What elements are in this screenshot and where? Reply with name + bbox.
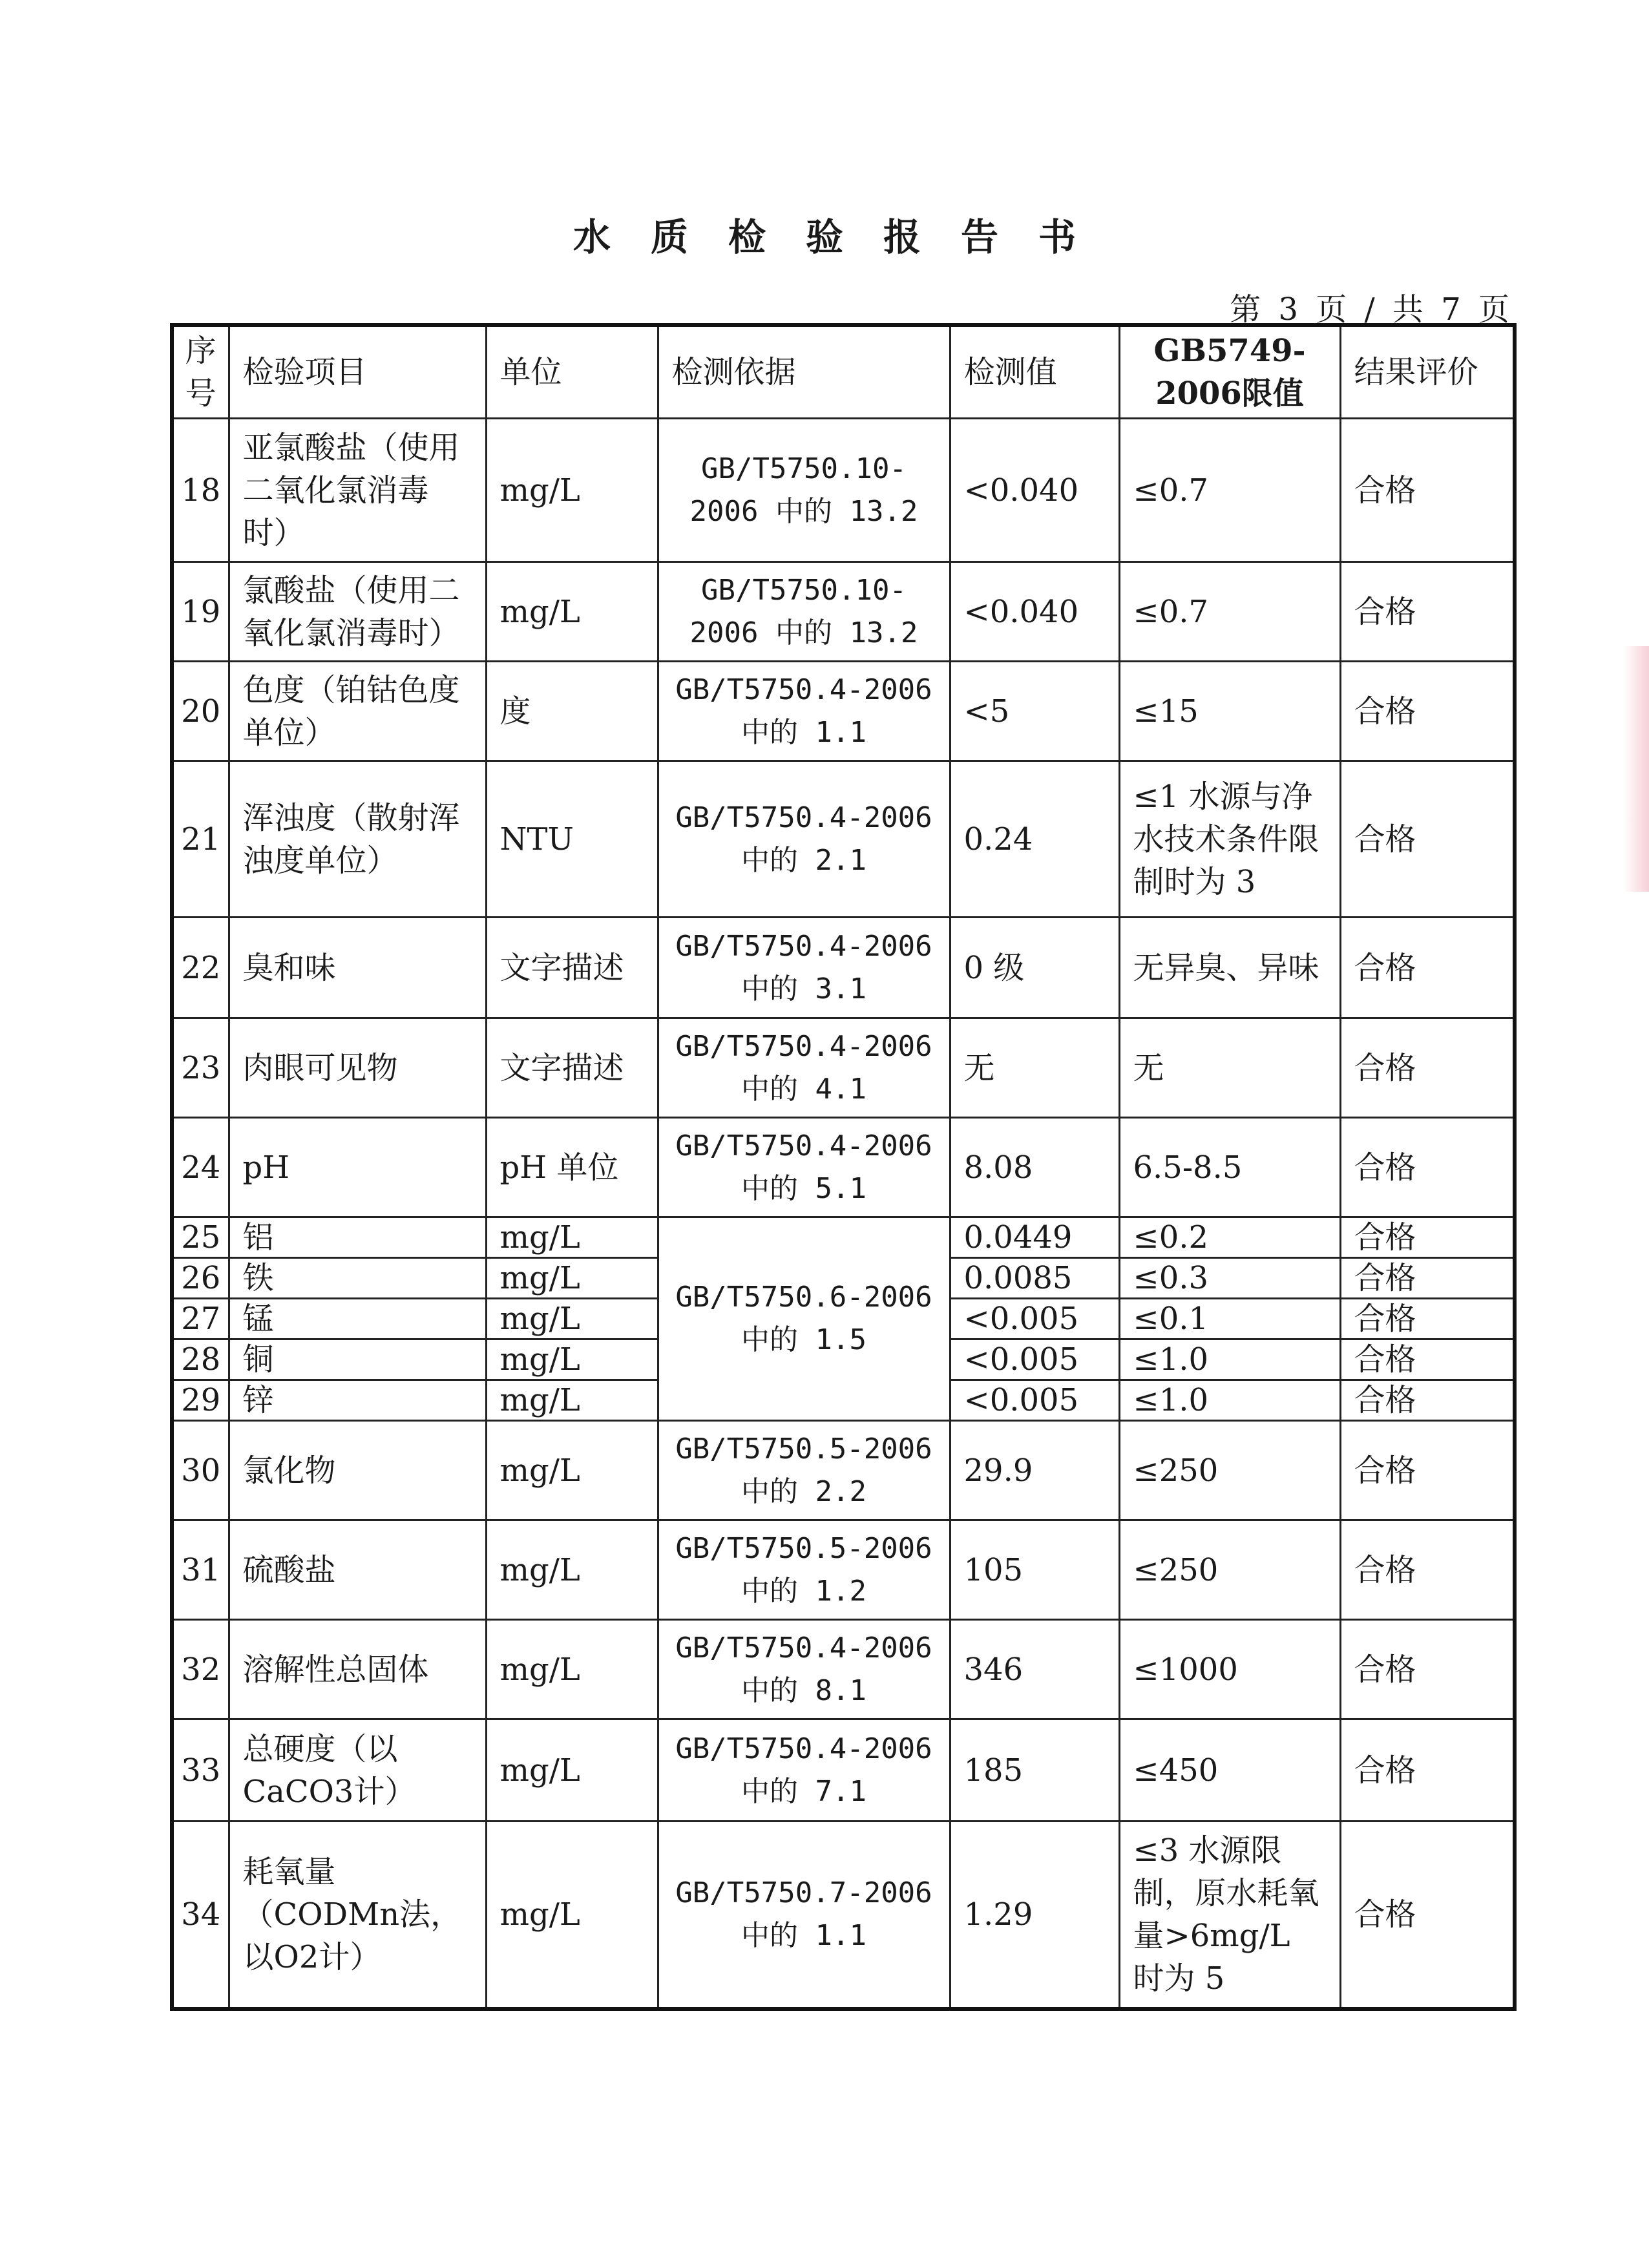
- cell-unit: mg/L: [486, 1258, 658, 1299]
- table-row: [172, 1520, 1515, 1620]
- cell-unit: mg/L: [486, 1380, 658, 1421]
- cell-result: 合格: [1340, 1018, 1515, 1118]
- cell-basis: GB/T5750.4-2006 中的 2.1: [658, 761, 950, 918]
- cell-limit: ≤1000: [1119, 1620, 1340, 1719]
- cell-item: 肉眼可见物: [229, 1018, 486, 1118]
- table-row: [172, 1018, 1515, 1118]
- cell-seq: 30: [172, 1421, 229, 1520]
- cell-limit: ≤0.3: [1119, 1258, 1340, 1299]
- cell-basis: GB/T5750.4-2006 中的 3.1: [658, 918, 950, 1018]
- cell-limit: ≤0.7: [1119, 562, 1340, 662]
- table-header-row: [172, 325, 1515, 419]
- header-limit: GB5749-2006限值: [1119, 325, 1340, 419]
- cell-result: 合格: [1340, 562, 1515, 662]
- cell-value: 105: [950, 1520, 1119, 1620]
- cell-limit: ≤1 水源与净水技术条件限制时为 3: [1119, 761, 1340, 918]
- cell-seq: 33: [172, 1719, 229, 1822]
- header-seq: 序号: [172, 325, 229, 419]
- cell-value: 0.0085: [950, 1258, 1119, 1299]
- cell-value: 0.0449: [950, 1217, 1119, 1258]
- cell-item: 铝: [229, 1217, 486, 1258]
- cell-value: 346: [950, 1620, 1119, 1719]
- header-unit: 单位: [486, 325, 658, 419]
- cell-limit: 6.5-8.5: [1119, 1118, 1340, 1217]
- cell-item: 亚氯酸盐（使用二氧化氯消毒时）: [229, 419, 486, 562]
- cell-basis: GB/T5750.4-2006 中的 8.1: [658, 1620, 950, 1719]
- cell-result: 合格: [1340, 1719, 1515, 1822]
- cell-value: 29.9: [950, 1421, 1119, 1520]
- cell-item: 氯化物: [229, 1421, 486, 1520]
- cell-result: 合格: [1340, 1520, 1515, 1620]
- cell-result: 合格: [1340, 419, 1515, 562]
- cell-limit: ≤250: [1119, 1520, 1340, 1620]
- cell-result: 合格: [1340, 918, 1515, 1018]
- cell-seq: 22: [172, 918, 229, 1018]
- cell-limit: ≤450: [1119, 1719, 1340, 1822]
- cell-value: 185: [950, 1719, 1119, 1822]
- cell-result: 合格: [1340, 761, 1515, 918]
- cell-limit: ≤15: [1119, 662, 1340, 761]
- cell-limit: ≤0.1: [1119, 1299, 1340, 1339]
- cell-item: 铜: [229, 1339, 486, 1380]
- cell-seq: 24: [172, 1118, 229, 1217]
- cell-basis: GB/T5750.4-2006 中的 5.1: [658, 1118, 950, 1217]
- cell-value: <0.040: [950, 562, 1119, 662]
- cell-unit: NTU: [486, 761, 658, 918]
- cell-seq: 27: [172, 1299, 229, 1339]
- header-basis: 检测依据: [658, 325, 950, 419]
- cell-seq: 20: [172, 662, 229, 761]
- cell-seq: 28: [172, 1339, 229, 1380]
- cell-unit: mg/L: [486, 1520, 658, 1620]
- table-row: [172, 562, 1515, 662]
- cell-seq: 34: [172, 1822, 229, 2009]
- cell-unit: 文字描述: [486, 1018, 658, 1118]
- cell-seq: 26: [172, 1258, 229, 1299]
- cell-item: 臭和味: [229, 918, 486, 1018]
- cell-limit: ≤0.7: [1119, 419, 1340, 562]
- cell-value: 0.24: [950, 761, 1119, 918]
- cell-result: 合格: [1340, 662, 1515, 761]
- cell-result: 合格: [1340, 1258, 1515, 1299]
- cell-seq: 32: [172, 1620, 229, 1719]
- cell-item: 溶解性总固体: [229, 1620, 486, 1719]
- cell-limit: ≤1.0: [1119, 1380, 1340, 1421]
- cell-seq: 19: [172, 562, 229, 662]
- cell-result: 合格: [1340, 1339, 1515, 1380]
- cell-basis: GB/T5750.5-2006 中的 1.2: [658, 1520, 950, 1620]
- cell-seq: 31: [172, 1520, 229, 1620]
- cell-result: 合格: [1340, 1118, 1515, 1217]
- table-row: [172, 662, 1515, 761]
- cell-value: 1.29: [950, 1822, 1119, 2009]
- cell-seq: 23: [172, 1018, 229, 1118]
- report-title: 水质检验报告书: [572, 215, 1116, 259]
- cell-seq: 21: [172, 761, 229, 918]
- cell-item: 铁: [229, 1258, 486, 1299]
- cell-value: <0.005: [950, 1339, 1119, 1380]
- cell-basis: GB/T5750.4-2006 中的 1.1: [658, 662, 950, 761]
- cell-basis: GB/T5750.10-2006 中的 13.2: [658, 419, 950, 562]
- cell-result: 合格: [1340, 1620, 1515, 1719]
- cell-seq: 18: [172, 419, 229, 562]
- cell-limit: ≤1.0: [1119, 1339, 1340, 1380]
- cell-unit: mg/L: [486, 419, 658, 562]
- cell-item: 色度（铂钴色度单位）: [229, 662, 486, 761]
- table-row: [172, 1620, 1515, 1719]
- results-table: [170, 323, 1517, 2011]
- cell-item: 氯酸盐（使用二氧化氯消毒时）: [229, 562, 486, 662]
- cell-unit: mg/L: [486, 1217, 658, 1258]
- cell-limit: ≤0.2: [1119, 1217, 1340, 1258]
- cell-result: 合格: [1340, 1299, 1515, 1339]
- table-row: [172, 1217, 1515, 1258]
- cell-unit: mg/L: [486, 1421, 658, 1520]
- cell-result: 合格: [1340, 1421, 1515, 1520]
- cell-unit: mg/L: [486, 1339, 658, 1380]
- cell-value: <0.005: [950, 1380, 1119, 1421]
- cell-value: 8.08: [950, 1118, 1119, 1217]
- cell-limit: ≤250: [1119, 1421, 1340, 1520]
- seal-edge-mark: [1623, 646, 1649, 892]
- cell-result: 合格: [1340, 1822, 1515, 2009]
- cell-item: 硫酸盐: [229, 1520, 486, 1620]
- cell-basis: GB/T5750.10-2006 中的 13.2: [658, 562, 950, 662]
- cell-basis: GB/T5750.7-2006 中的 1.1: [658, 1822, 950, 2009]
- cell-basis: GB/T5750.4-2006 中的 7.1: [658, 1719, 950, 1822]
- header-result: 结果评价: [1340, 325, 1515, 419]
- cell-limit: ≤3 水源限制，原水耗氧量>6mg/L 时为 5: [1119, 1822, 1340, 2009]
- cell-basis-merged: GB/T5750.6-2006 中的 1.5: [658, 1217, 950, 1421]
- cell-value: 无: [950, 1018, 1119, 1118]
- cell-result: 合格: [1340, 1217, 1515, 1258]
- cell-unit: pH 单位: [486, 1118, 658, 1217]
- cell-value: <0.005: [950, 1299, 1119, 1339]
- cell-unit: 文字描述: [486, 918, 658, 1018]
- cell-item: 浑浊度（散射浑浊度单位）: [229, 761, 486, 918]
- cell-seq: 25: [172, 1217, 229, 1258]
- cell-item: pH: [229, 1118, 486, 1217]
- cell-item: 总硬度（以CaCO3计）: [229, 1719, 486, 1822]
- cell-basis: GB/T5750.4-2006 中的 4.1: [658, 1018, 950, 1118]
- cell-limit: 无异臭、异味: [1119, 918, 1340, 1018]
- cell-item: 锰: [229, 1299, 486, 1339]
- cell-result: 合格: [1340, 1380, 1515, 1421]
- cell-value: 0 级: [950, 918, 1119, 1018]
- cell-unit: mg/L: [486, 1822, 658, 2009]
- page-indicator: 第 3 页 / 共 7 页: [1230, 291, 1513, 328]
- table-row: [172, 419, 1515, 562]
- table-row: [172, 918, 1515, 1018]
- cell-item: 耗氧量（CODMn法，以O2计）: [229, 1822, 486, 2009]
- header-value: 检测值: [950, 325, 1119, 419]
- table-row: [172, 1822, 1515, 2009]
- header-item: 检验项目: [229, 325, 486, 419]
- cell-unit: 度: [486, 662, 658, 761]
- cell-limit: 无: [1119, 1018, 1340, 1118]
- table-row: [172, 1118, 1515, 1217]
- cell-value: <0.040: [950, 419, 1119, 562]
- cell-unit: mg/L: [486, 1620, 658, 1719]
- cell-item: 锌: [229, 1380, 486, 1421]
- table-row: [172, 1421, 1515, 1520]
- table-row: [172, 1719, 1515, 1822]
- cell-value: <5: [950, 662, 1119, 761]
- cell-seq: 29: [172, 1380, 229, 1421]
- cell-unit: mg/L: [486, 562, 658, 662]
- cell-basis: GB/T5750.5-2006 中的 2.2: [658, 1421, 950, 1520]
- table-row: [172, 761, 1515, 918]
- cell-unit: mg/L: [486, 1299, 658, 1339]
- cell-unit: mg/L: [486, 1719, 658, 1822]
